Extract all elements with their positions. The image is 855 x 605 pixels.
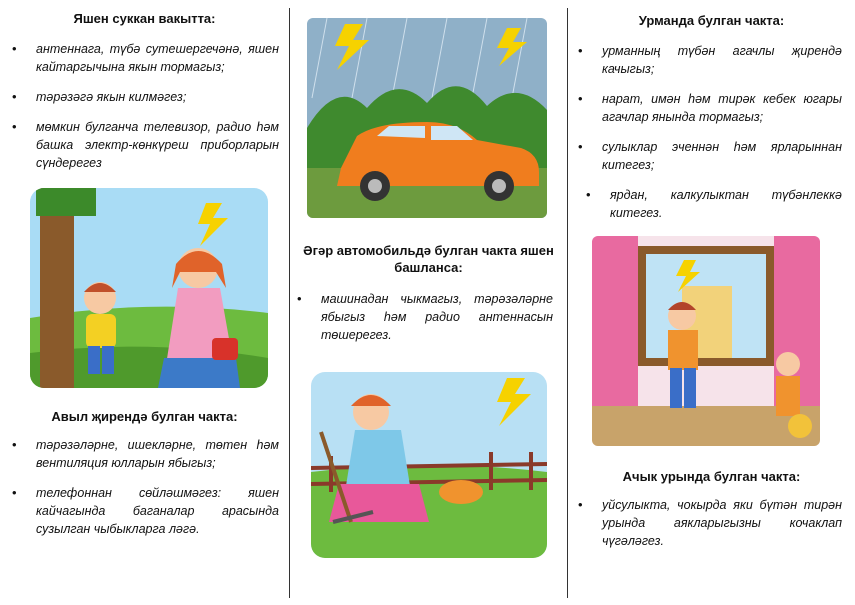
list-item-text: уйсулыкта, чокырда яки бүтән тирән урында аякларыгызны кочаклап чүгәләгез. [602, 498, 842, 548]
bullet-icon: • [12, 119, 17, 134]
heading-in-forest: Урманда булган чакта: [638, 13, 785, 28]
column-right [568, 0, 855, 605]
bullet-icon: • [578, 91, 583, 106]
heading-open-area: Ачык урында булган чакта: [622, 469, 801, 484]
bullet-icon: • [578, 43, 583, 58]
bullet-icon: • [12, 485, 17, 500]
list-item-text: мөмкин булганча телевизор, радио һәм башка электр-көнкүреш приборларын сүндерегез [36, 120, 279, 170]
list-item-text: антеннага, түбә сутешергечәнә, яшен кайтаргычына якын тормагыз; [36, 42, 279, 74]
column-left [0, 0, 289, 605]
list-item [12, 40, 279, 76]
list-item-text: тәрәзәгә якын килмәгез; [36, 90, 187, 104]
illustration-car-in-storm [307, 18, 547, 218]
list-item [297, 290, 553, 344]
list-item [12, 436, 279, 472]
list-item [578, 90, 842, 126]
list-item-text: ярдан, калкулыктан түбәнлеккә китегез. [610, 188, 842, 220]
list-item [586, 186, 842, 222]
bullet-icon: • [12, 89, 17, 104]
list-item-text: нарат, имән һәм тирәк кебек югары агачлар янында тормагыз; [602, 92, 842, 124]
bullet-icon: • [12, 41, 17, 56]
bullet-icon: • [578, 497, 583, 512]
list-item [12, 118, 279, 172]
list-item-text: сулыклар эченнән һәм ярларыннан китегез; [602, 140, 842, 172]
illustration-children-under-tree [30, 188, 268, 388]
bullet-icon: • [578, 139, 583, 154]
list-item-text: тәрәзәләрне, ишекләрне, төтен һәм вентиляция юлларын ябыгыз; [36, 438, 279, 470]
list-item [578, 496, 842, 550]
list-item [12, 88, 279, 106]
list-item-text: урманның түбән агачлы җирендә качыгыз; [602, 44, 842, 76]
list-item-text: машинадан чыкмагыз, тәрәзәләрне ябыгыз һәм радио антеннасын төшерегез. [321, 292, 553, 342]
list-item-text: телефоннан сөйләшмәгез: яшен кайчагында баганалар арасында сузылган чыбыкларга ләгә. [36, 486, 279, 536]
heading-rural-area: Авыл җирендә булган чакта: [51, 409, 238, 424]
bullet-icon: • [586, 187, 591, 202]
illustration-girl-with-rake [311, 372, 547, 558]
list-item [12, 484, 279, 538]
illustration-boy-at-window [592, 236, 820, 446]
list-item [578, 42, 842, 78]
bullet-icon: • [12, 437, 17, 452]
heading-lightning-strike: Яшен суккан вакытта: [73, 11, 216, 26]
column-middle [289, 0, 568, 605]
bullet-icon: • [297, 291, 302, 306]
list-item [578, 138, 842, 174]
heading-in-car: Әгәр автомобильдә булган чакта яшен башланса: [303, 243, 554, 275]
